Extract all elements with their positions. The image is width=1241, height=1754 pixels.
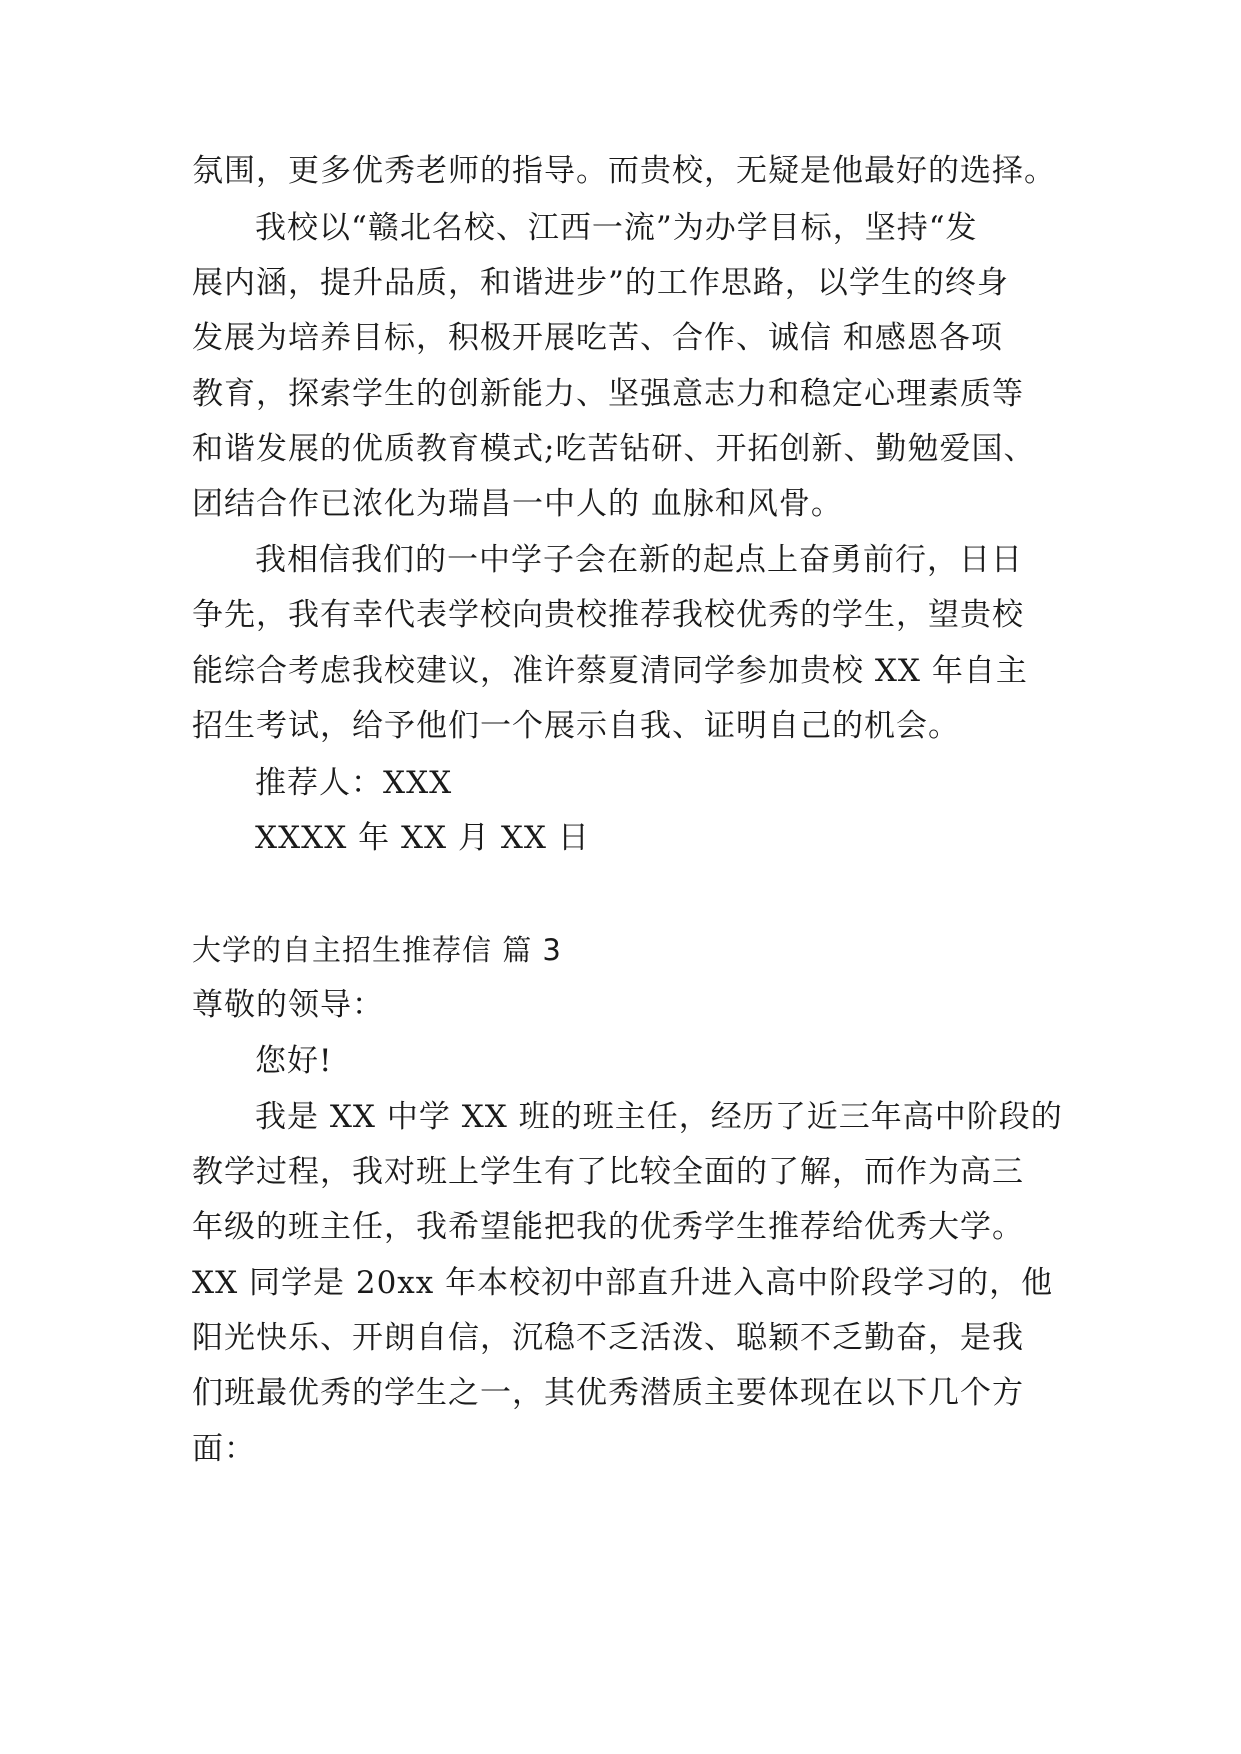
paragraph-line: 年级的班主任，我希望能把我的优秀学生推荐给优秀大学。 <box>192 1209 1024 1245</box>
paragraph-line: 教育，探索学生的创新能力、坚强意志力和稳定心理素质等 <box>192 376 1024 412</box>
paragraph-line: 展内涵，提升品质，和谐进步”的工作思路，以学生的终身 <box>192 265 1009 301</box>
signature-date: XXXX 年 XX 月 XX 日 <box>255 820 590 856</box>
paragraph-line: 阳光快乐、开朗自信，沉稳不乏活泼、聪颖不乏勤奋，是我 <box>192 1320 1024 1356</box>
paragraph-line: 教学过程，我对班上学生有了比较全面的了解，而作为高三 <box>192 1154 1024 1190</box>
paragraph-line: 我相信我们的一中学子会在新的起点上奋勇前行，日日 <box>255 542 1023 578</box>
paragraph-line: 发展为培养目标，积极开展吃苦、合作、诚信 和感恩各项 <box>192 320 1003 356</box>
section-title: 大学的自主招生推荐信 篇 3 <box>192 933 562 967</box>
paragraph-line: 招生考试，给予他们一个展示自我、证明自己的机会。 <box>192 708 960 744</box>
paragraph-line: 能综合考虑我校建议，准许蔡夏清同学参加贵校 XX 年自主 <box>192 653 1028 689</box>
paragraph-line: 团结合作已浓化为瑞昌一中人的 血脉和风骨。 <box>192 486 843 522</box>
recommender-signature: 推荐人：XXX <box>255 765 453 801</box>
paragraph-line: XX 同学是 20xx 年本校初中部直升进入高中阶段学习的，他 <box>192 1265 1054 1301</box>
greeting: 您好! <box>255 1043 333 1079</box>
paragraph-line: 面： <box>192 1431 256 1467</box>
paragraph-line: 我是 XX 中学 XX 班的班主任，经历了近三年高中阶段的 <box>255 1099 1063 1135</box>
paragraph-line: 和谐发展的优质教育模式;吃苦钻研、开拓创新、勤勉爱国、 <box>192 431 1036 467</box>
paragraph-line: 我校以“赣北名校、江西一流”为办学目标，坚持“发 <box>255 210 978 246</box>
paragraph-line: 争先，我有幸代表学校向贵校推荐我校优秀的学生，望贵校 <box>192 597 1024 633</box>
salutation: 尊敬的领导： <box>192 987 384 1023</box>
paragraph-line: 氛围，更多优秀老师的指导。而贵校，无疑是他最好的选择。 <box>192 153 1056 189</box>
paragraph-line: 们班最优秀的学生之一，其优秀潜质主要体现在以下几个方 <box>192 1375 1024 1411</box>
